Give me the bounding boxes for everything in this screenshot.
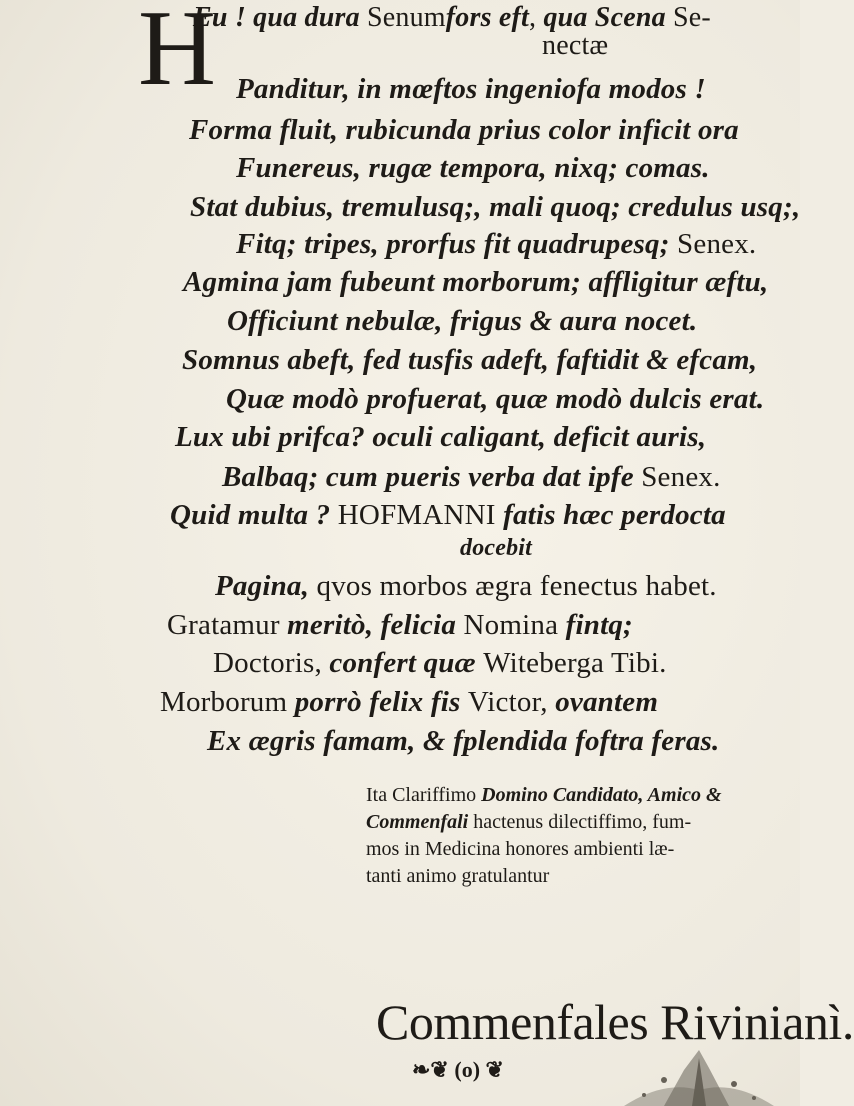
- text-run: Eu ! qua dura: [193, 2, 367, 33]
- poem-line: [227, 303, 697, 339]
- drop-cap: H: [138, 0, 216, 108]
- text-run: confert quæ: [329, 647, 484, 679]
- poem-line: [167, 607, 633, 643]
- poem-line: [460, 530, 532, 566]
- text-run: qua Scena: [543, 2, 674, 33]
- poem-line: [236, 226, 756, 262]
- poem-line: [193, 0, 711, 36]
- woodcut-ornament-icon: [604, 1040, 794, 1106]
- text-run: fatis hæc perdocta: [503, 499, 726, 531]
- text-run: fors eft: [445, 2, 530, 33]
- signature: Commenfales Rivinianì.: [376, 994, 854, 1050]
- poem-line: [183, 264, 768, 300]
- text-run: Senex.: [641, 461, 721, 493]
- poem-line: [542, 28, 608, 64]
- text-run: Forma fluit, rubicunda prius color inficit ora: [189, 114, 739, 146]
- text-run: hactenus dilectiffimo, fum-: [473, 811, 692, 833]
- text-run: Witeberga Tibi.: [483, 647, 667, 679]
- text-run: Morborum: [160, 686, 295, 718]
- text-run: Ex ægris famam, & fplendida foftra feras.: [207, 725, 720, 757]
- dedication-line: [366, 782, 722, 809]
- text-run: Quæ modò profuerat, quæ modò dulcis erat.: [226, 383, 765, 415]
- text-run: Doctoris,: [213, 647, 330, 679]
- poem-line: [236, 150, 710, 186]
- poem-line: [207, 723, 719, 759]
- page-mark-text: (o): [454, 1057, 481, 1082]
- text-run: Ita Clariffimo: [366, 784, 482, 806]
- text-run: Gratamur: [167, 609, 288, 641]
- text-run: Quid multa ?: [170, 499, 338, 531]
- poem-line: [182, 342, 757, 378]
- left-ornament-icon: ❧❦: [412, 1057, 455, 1082]
- text-run: Balbaq; cum pueris verba dat ipfe: [222, 461, 642, 493]
- poem-line: [175, 419, 706, 455]
- poem-line: [160, 684, 658, 720]
- text-run: ,: [529, 2, 544, 33]
- poem-line: [226, 381, 764, 417]
- poem-line: [170, 497, 726, 533]
- text-run: Lux ubi prifca? oculi caligant, deficit auris,: [175, 421, 707, 453]
- poem-line: [236, 71, 706, 107]
- text-run: HOFMANNI: [337, 499, 504, 531]
- text-run: ovantem: [555, 686, 659, 718]
- dedication-line: [366, 863, 549, 890]
- text-run: Officiunt nebulæ, frigus & aura nocet.: [227, 305, 698, 337]
- poem-line: [213, 645, 667, 681]
- text-run: docebit: [460, 535, 533, 561]
- text-run: Senum: [367, 2, 446, 33]
- text-run: Nomina: [463, 609, 566, 641]
- text-run: Senex.: [677, 228, 757, 260]
- text-run: Pagina,: [215, 570, 317, 602]
- text-run: Stat dubius, tremulusq;, mali quoq; credulus usq;,: [190, 191, 801, 223]
- text-run: fintq;: [565, 609, 633, 641]
- poem-line: [189, 112, 739, 148]
- text-run: Commenfali: [366, 811, 474, 833]
- dedication-line: [366, 809, 691, 836]
- text-run: nectæ: [542, 30, 609, 61]
- text-run: qvos morbos ægra fenectus habet.: [316, 570, 717, 602]
- text-run: Victor,: [467, 686, 556, 718]
- text-run: Agmina jam fubeunt morborum; affligitur æftu,: [183, 266, 769, 298]
- dedication-line: [366, 836, 674, 863]
- text-run: Panditur, in mœftos ingeniofa modos !: [236, 73, 706, 105]
- text-run: mos in Medicina honores ambienti læ-: [366, 838, 675, 860]
- text-run: Domino Candidato, Amico &: [481, 784, 722, 806]
- poem-line: [215, 568, 717, 604]
- text-run: Somnus abeft, fed tusfis adeft, faftidit & efcam,: [182, 344, 758, 376]
- poem-line: [190, 189, 800, 225]
- text-run: tanti animo gratulantur: [366, 865, 550, 887]
- text-run: Se-: [673, 2, 711, 33]
- right-ornament-icon: ❦: [480, 1057, 504, 1082]
- poem-line: [222, 459, 721, 495]
- text-run: Funereus, rugæ tempora, nixq; comas.: [236, 152, 710, 184]
- page-mark: [412, 1056, 504, 1084]
- text-run: porrò felix fis: [294, 686, 468, 718]
- text-run: Fitq; tripes, prorfus fit quadrupesq;: [236, 228, 678, 260]
- text-run: meritò, felicia: [287, 609, 464, 641]
